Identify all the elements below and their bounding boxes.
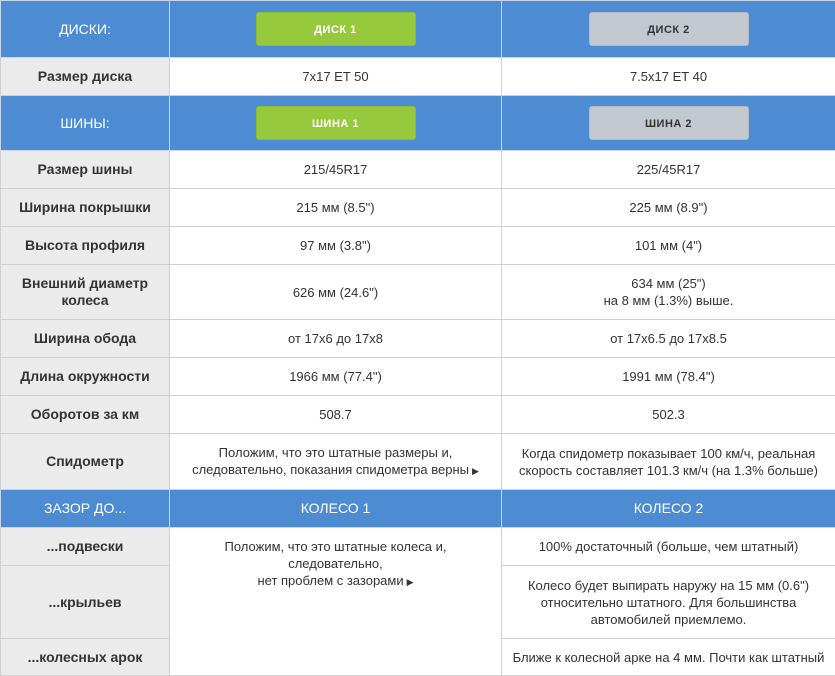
wheel1-clearance-line1: Положим, что это штатные колеса и, следовательно, <box>224 539 447 571</box>
disk1-button[interactable]: ДИСК 1 <box>256 12 416 46</box>
wheel2-fenders <box>502 566 835 639</box>
more-arrow-icon[interactable]: ▶ <box>406 577 414 587</box>
tread-width-row <box>1 189 835 227</box>
circumference-row <box>1 358 835 396</box>
wheel2-wheel-arches: Ближе к колесной арке на 4 мм. Почти как штатный <box>502 639 835 676</box>
fenders-label: ...крыльев <box>1 566 170 639</box>
tire2-button[interactable]: ШИНА 2 <box>589 106 749 140</box>
tire1-size: 215/45R17 <box>170 151 502 189</box>
tire1-circumference: 1966 мм (77.4") <box>170 358 502 396</box>
tire2-outer-diameter-value: 634 мм (25") <box>631 276 706 291</box>
clearance-header-row <box>1 490 835 528</box>
suspension-row <box>1 528 835 566</box>
tire2-size: 225/45R17 <box>502 151 835 189</box>
tire2-speedometer-line2: скорость составляет 101.3 км/ч (на 1.3% больше) <box>519 462 818 478</box>
disks-header: ДИСКИ: <box>1 1 170 58</box>
tire-size-row <box>1 151 835 189</box>
revolutions-label: Оборотов за км <box>1 396 170 434</box>
outer-diameter-label <box>1 265 170 320</box>
tire2-outer-diameter-diff: на 8 мм (1.3%) выше. <box>603 293 734 308</box>
wheel1-clearance-line2: нет проблем с зазорами <box>257 573 404 588</box>
tire1-outer-diameter: 626 мм (24.6") <box>170 265 502 320</box>
wheel2-fenders-line3: автомобилей приемлемо. <box>590 611 747 627</box>
rim-width-label: Ширина обода <box>1 320 170 358</box>
tire2-circumference: 1991 мм (78.4") <box>502 358 835 396</box>
more-arrow-icon[interactable]: ▶ <box>471 465 479 476</box>
tire2-speedometer <box>502 434 835 490</box>
tire1-speedometer-line1: Положим, что это штатные размеры и, <box>218 444 453 460</box>
disk2-button[interactable]: ДИСК 2 <box>589 12 749 46</box>
tire2-outer-diameter <box>502 265 835 320</box>
disk1-cell <box>170 1 502 58</box>
tire1-speedometer-line2: следовательно, показания спидометра верны <box>192 461 469 477</box>
wheel2-fenders-line2: относительно штатного. Для большинства <box>540 594 797 610</box>
profile-height-row <box>1 227 835 265</box>
disk-size-label: Размер диска <box>1 58 170 96</box>
tires-header: ШИНЫ: <box>1 96 170 151</box>
wheel2-fenders-line1: Колесо будет выпирать наружу на 15 мм (0.6") <box>527 577 810 593</box>
tire2-speedometer-line1: Когда спидометр показывает 100 км/ч, реальная <box>521 445 816 461</box>
outer-diameter-label-line1: Внешний диаметр <box>21 275 149 291</box>
tire2-cell <box>502 96 835 151</box>
tire2-tread-width: 225 мм (8.9") <box>502 189 835 227</box>
tire1-speedometer <box>170 434 502 490</box>
speedometer-label: Спидометр <box>1 434 170 490</box>
circumference-label: Длина окружности <box>1 358 170 396</box>
outer-diameter-row <box>1 265 835 320</box>
tire2-profile-height: 101 мм (4") <box>502 227 835 265</box>
clearance-header: ЗАЗОР ДО... <box>1 490 170 528</box>
disk2-cell <box>502 1 835 58</box>
rim-width-row <box>1 320 835 358</box>
wheel-arches-label: ...колесных арок <box>1 639 170 676</box>
tire1-revolutions: 508.7 <box>170 396 502 434</box>
tires-header-row <box>1 96 835 151</box>
tire1-tread-width: 215 мм (8.5") <box>170 189 502 227</box>
tire1-profile-height: 97 мм (3.8") <box>170 227 502 265</box>
profile-height-label: Высота профиля <box>1 227 170 265</box>
speedometer-row <box>1 434 835 490</box>
disk2-size: 7.5x17 ET 40 <box>502 58 835 96</box>
tire1-rim-width: от 17x6 до 17x8 <box>170 320 502 358</box>
disk1-size: 7x17 ET 50 <box>170 58 502 96</box>
wheel2-suspension: 100% достаточный (больше, чем штатный) <box>502 528 835 566</box>
outer-diameter-label-line2: колеса <box>61 292 109 308</box>
tire-size-label: Размер шины <box>1 151 170 189</box>
wheel2-header: КОЛЕСО 2 <box>502 490 835 528</box>
suspension-label: ...подвески <box>1 528 170 566</box>
revolutions-row <box>1 396 835 434</box>
tire1-button[interactable]: ШИНА 1 <box>256 106 416 140</box>
disk-size-row <box>1 58 835 96</box>
tire1-cell <box>170 96 502 151</box>
tire2-rim-width: от 17x6.5 до 17x8.5 <box>502 320 835 358</box>
disks-header-row <box>1 1 835 58</box>
tread-width-label: Ширина покрышки <box>1 189 170 227</box>
wheel1-clearance-note <box>170 528 502 676</box>
wheel1-header: КОЛЕСО 1 <box>170 490 502 528</box>
tire2-revolutions: 502.3 <box>502 396 835 434</box>
